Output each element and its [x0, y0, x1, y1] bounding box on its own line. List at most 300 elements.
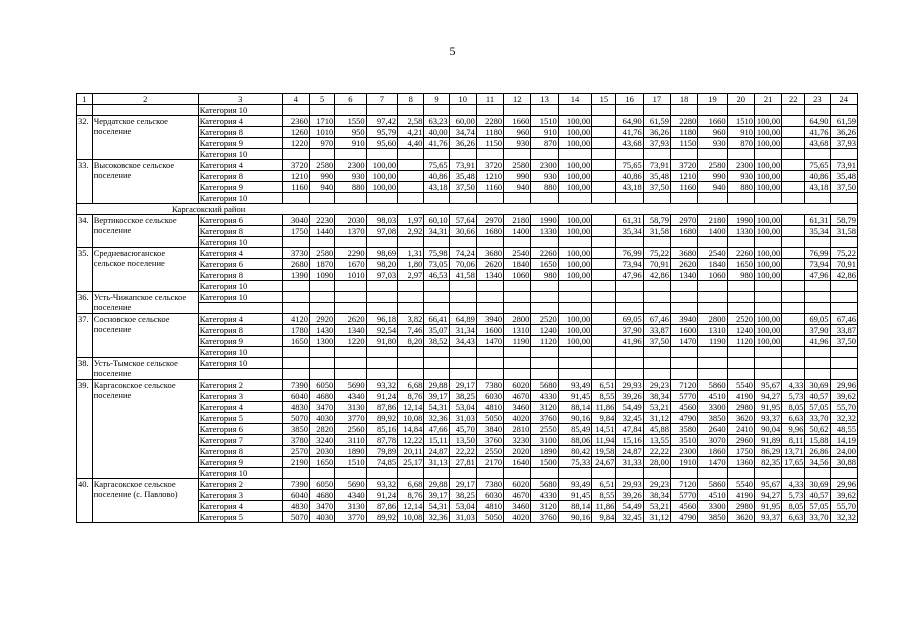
value-cell: [727, 347, 754, 358]
value-cell: 12,14: [398, 402, 424, 413]
value-cell: 1510: [531, 116, 558, 127]
value-cell: 7,46: [398, 325, 424, 336]
value-cell: 3770: [335, 512, 366, 523]
value-cell: [782, 314, 805, 325]
value-cell: 70,06: [449, 259, 476, 270]
value-cell: [727, 468, 754, 479]
value-cell: 1650: [310, 457, 335, 468]
value-cell: 31,03: [449, 413, 476, 424]
value-cell: 82,35: [754, 457, 781, 468]
value-cell: [504, 347, 531, 358]
value-cell: [830, 468, 858, 479]
value-cell: [335, 292, 366, 303]
value-cell: 3840: [476, 424, 503, 435]
value-cell: 40,57: [805, 391, 830, 402]
value-cell: [592, 281, 616, 292]
value-cell: 35,07: [424, 325, 449, 336]
value-cell: 100,00: [558, 182, 592, 193]
value-cell: 1310: [698, 325, 727, 336]
value-cell: [449, 149, 476, 160]
value-cell: 54,49: [616, 501, 643, 512]
value-cell: 5860: [698, 479, 727, 490]
table-row: [77, 248, 858, 259]
value-cell: [782, 237, 805, 248]
category-cell: Категория 5: [198, 512, 282, 523]
column-number-header: 11: [476, 94, 503, 105]
value-cell: 1310: [504, 325, 531, 336]
value-cell: 990: [698, 171, 727, 182]
value-cell: [782, 171, 805, 182]
value-cell: 75,65: [424, 160, 449, 171]
value-cell: 32,32: [830, 413, 858, 424]
value-cell: 1440: [310, 226, 335, 237]
value-cell: 930: [531, 171, 558, 182]
value-cell: 45,70: [449, 424, 476, 435]
value-cell: [592, 358, 616, 369]
value-cell: [398, 468, 424, 479]
value-cell: 880: [335, 182, 366, 193]
value-cell: 96,18: [366, 314, 397, 325]
value-cell: 8,05: [782, 402, 805, 413]
value-cell: 88,06: [558, 435, 592, 446]
value-cell: [449, 303, 476, 314]
column-number-row: [77, 94, 858, 105]
value-cell: 29,93: [616, 479, 643, 490]
category-cell: Категория 8: [198, 446, 282, 457]
value-cell: 5690: [335, 380, 366, 391]
value-cell: [558, 292, 592, 303]
value-cell: 31,12: [643, 413, 670, 424]
value-cell: 1090: [310, 270, 335, 281]
settlement-name: Чердатское сельское поселение: [92, 116, 198, 160]
value-cell: 33,87: [830, 325, 858, 336]
category-cell: Категория 2: [198, 479, 282, 490]
value-cell: 32,36: [424, 413, 449, 424]
value-cell: 6040: [282, 490, 309, 501]
value-cell: [366, 193, 397, 204]
value-cell: 1500: [531, 457, 558, 468]
value-cell: [592, 325, 616, 336]
value-cell: [592, 237, 616, 248]
value-cell: [310, 149, 335, 160]
value-cell: [592, 314, 616, 325]
value-cell: 2300: [727, 160, 754, 171]
row-number: 32.: [77, 116, 93, 160]
value-cell: 31,12: [643, 512, 670, 523]
value-cell: [335, 369, 366, 380]
category-cell: Категория 9: [198, 336, 282, 347]
value-cell: [643, 369, 670, 380]
value-cell: [476, 281, 503, 292]
value-cell: [643, 105, 670, 116]
value-cell: 100,00: [558, 325, 592, 336]
column-number-header: 19: [698, 94, 727, 105]
value-cell: 98,03: [366, 215, 397, 226]
value-cell: 34,56: [805, 457, 830, 468]
value-cell: [504, 468, 531, 479]
value-cell: [282, 292, 309, 303]
value-cell: 4810: [476, 402, 503, 413]
value-cell: [592, 160, 616, 171]
value-cell: 5070: [282, 413, 309, 424]
value-cell: [616, 237, 643, 248]
value-cell: [670, 358, 697, 369]
value-cell: 1550: [335, 116, 366, 127]
value-cell: [830, 281, 858, 292]
value-cell: 30,69: [805, 380, 830, 391]
value-cell: [670, 193, 697, 204]
value-cell: [643, 237, 670, 248]
value-cell: 100,00: [558, 336, 592, 347]
value-cell: 66,41: [424, 314, 449, 325]
value-cell: 1600: [476, 325, 503, 336]
value-cell: [282, 347, 309, 358]
value-cell: [782, 226, 805, 237]
value-cell: 53,04: [449, 402, 476, 413]
value-cell: [643, 292, 670, 303]
value-cell: [398, 171, 424, 182]
value-cell: 97,03: [366, 270, 397, 281]
value-cell: 93,37: [754, 512, 781, 523]
value-cell: 75,33: [558, 457, 592, 468]
value-cell: 1890: [335, 446, 366, 457]
value-cell: 3040: [282, 215, 309, 226]
value-cell: 30,88: [830, 457, 858, 468]
value-cell: 100,00: [754, 215, 781, 226]
value-cell: 1,31: [398, 248, 424, 259]
value-cell: 3760: [531, 512, 558, 523]
value-cell: 98,69: [366, 248, 397, 259]
value-cell: [476, 303, 503, 314]
value-cell: 100,00: [754, 171, 781, 182]
value-cell: 70,91: [830, 259, 858, 270]
value-cell: 57,05: [805, 501, 830, 512]
value-cell: 58,79: [643, 215, 670, 226]
column-number-header: 22: [782, 94, 805, 105]
value-cell: [698, 292, 727, 303]
value-cell: 4670: [504, 391, 531, 402]
value-cell: 6050: [310, 479, 335, 490]
value-cell: 15,16: [616, 435, 643, 446]
value-cell: 100,00: [558, 259, 592, 270]
value-cell: 29,88: [424, 479, 449, 490]
value-cell: 80,42: [558, 446, 592, 457]
value-cell: 3780: [282, 435, 309, 446]
value-cell: [282, 358, 309, 369]
value-cell: 2300: [335, 160, 366, 171]
category-cell: Категория 5: [198, 413, 282, 424]
value-cell: 54,31: [424, 402, 449, 413]
value-cell: 100,00: [558, 138, 592, 149]
value-cell: 73,91: [643, 160, 670, 171]
value-cell: 93,32: [366, 479, 397, 490]
value-cell: [531, 237, 558, 248]
value-cell: 940: [504, 182, 531, 193]
value-cell: [449, 281, 476, 292]
value-cell: 2980: [727, 402, 754, 413]
value-cell: 1510: [335, 457, 366, 468]
value-cell: [616, 193, 643, 204]
value-cell: [782, 281, 805, 292]
value-cell: [398, 347, 424, 358]
value-cell: [782, 325, 805, 336]
value-cell: [504, 303, 531, 314]
value-cell: [698, 149, 727, 160]
value-cell: 1300: [310, 336, 335, 347]
value-cell: 33,70: [805, 512, 830, 523]
value-cell: 43,18: [805, 182, 830, 193]
column-number-header: 10: [449, 94, 476, 105]
value-cell: 2620: [335, 314, 366, 325]
value-cell: [616, 347, 643, 358]
value-cell: 46,53: [424, 270, 449, 281]
value-cell: 100,00: [754, 270, 781, 281]
value-cell: 2960: [727, 435, 754, 446]
value-cell: [805, 193, 830, 204]
value-cell: [727, 237, 754, 248]
value-cell: [782, 336, 805, 347]
value-cell: [531, 292, 558, 303]
value-cell: 89,92: [366, 413, 397, 424]
value-cell: 1160: [476, 182, 503, 193]
value-cell: 29,23: [643, 380, 670, 391]
value-cell: 90,04: [754, 424, 781, 435]
value-cell: 86,29: [754, 446, 781, 457]
value-cell: 6,63: [782, 512, 805, 523]
value-cell: 8,20: [398, 336, 424, 347]
column-number-header: 16: [616, 94, 643, 105]
value-cell: [558, 303, 592, 314]
value-cell: 7120: [670, 380, 697, 391]
value-cell: 3100: [531, 435, 558, 446]
value-cell: 87,86: [366, 501, 397, 512]
value-cell: 73,91: [449, 160, 476, 171]
value-cell: [449, 292, 476, 303]
value-cell: 1010: [335, 270, 366, 281]
value-cell: [782, 248, 805, 259]
value-cell: 3940: [476, 314, 503, 325]
value-cell: 12,14: [398, 501, 424, 512]
value-cell: 2020: [504, 446, 531, 457]
value-cell: 1650: [282, 336, 309, 347]
value-cell: 1750: [282, 226, 309, 237]
value-cell: 75,65: [805, 160, 830, 171]
value-cell: 100,00: [754, 127, 781, 138]
value-cell: 32,45: [616, 413, 643, 424]
value-cell: [592, 116, 616, 127]
value-cell: 6030: [476, 391, 503, 402]
value-cell: 2360: [282, 116, 309, 127]
value-cell: 4,40: [398, 138, 424, 149]
value-cell: [754, 358, 781, 369]
value-cell: 47,66: [424, 424, 449, 435]
value-cell: 1640: [504, 457, 531, 468]
value-cell: [643, 149, 670, 160]
value-cell: 3130: [335, 501, 366, 512]
value-cell: [782, 358, 805, 369]
value-cell: [830, 149, 858, 160]
value-cell: 870: [727, 138, 754, 149]
value-cell: 3460: [504, 402, 531, 413]
value-cell: [398, 358, 424, 369]
value-cell: 60,00: [449, 116, 476, 127]
value-cell: [592, 149, 616, 160]
value-cell: 31,13: [424, 457, 449, 468]
value-cell: 5770: [670, 490, 697, 501]
value-cell: 1470: [698, 457, 727, 468]
value-cell: 930: [698, 138, 727, 149]
value-cell: 41,76: [616, 127, 643, 138]
value-cell: [754, 369, 781, 380]
value-cell: [476, 193, 503, 204]
settlement-name: Усть-Чижапское сельское поселение: [92, 292, 198, 314]
settlement-name: Каргасокское сельское поселение (с. Павлово): [92, 479, 198, 523]
value-cell: 4510: [698, 490, 727, 501]
value-cell: 1660: [698, 116, 727, 127]
value-cell: [449, 347, 476, 358]
value-cell: [805, 358, 830, 369]
value-cell: 29,96: [830, 380, 858, 391]
row-number: 39.: [77, 380, 93, 479]
value-cell: [592, 270, 616, 281]
value-cell: 37,93: [830, 138, 858, 149]
value-cell: [805, 369, 830, 380]
value-cell: 960: [698, 127, 727, 138]
value-cell: 39,26: [616, 490, 643, 501]
value-cell: 88,14: [558, 402, 592, 413]
value-cell: 37,90: [805, 325, 830, 336]
category-cell: Категория 8: [198, 127, 282, 138]
value-cell: [592, 127, 616, 138]
value-cell: [558, 237, 592, 248]
value-cell: 4560: [670, 501, 697, 512]
value-cell: 47,96: [805, 270, 830, 281]
value-cell: 2800: [698, 314, 727, 325]
value-cell: [830, 237, 858, 248]
value-cell: 35,34: [805, 226, 830, 237]
value-cell: [531, 303, 558, 314]
value-cell: [830, 358, 858, 369]
value-cell: 100,00: [754, 160, 781, 171]
value-cell: [805, 281, 830, 292]
column-number-header: 21: [754, 94, 781, 105]
column-number-header: 15: [592, 94, 616, 105]
category-cell: Категория 3: [198, 490, 282, 501]
row-number: [77, 105, 93, 116]
value-cell: 15,11: [424, 435, 449, 446]
value-cell: 1180: [670, 127, 697, 138]
value-cell: 4030: [310, 413, 335, 424]
value-cell: 910: [727, 127, 754, 138]
value-cell: 1330: [727, 226, 754, 237]
value-cell: 2280: [476, 116, 503, 127]
value-cell: 4190: [727, 490, 754, 501]
value-cell: [282, 237, 309, 248]
value-cell: [366, 281, 397, 292]
value-cell: [698, 281, 727, 292]
value-cell: 1120: [531, 336, 558, 347]
value-cell: 2300: [531, 160, 558, 171]
value-cell: 32,45: [616, 512, 643, 523]
value-cell: [782, 292, 805, 303]
value-cell: [670, 303, 697, 314]
value-cell: 31,58: [643, 226, 670, 237]
value-cell: 2680: [282, 259, 309, 270]
value-cell: 7120: [670, 479, 697, 490]
value-cell: 2180: [504, 215, 531, 226]
value-cell: 5,73: [782, 391, 805, 402]
value-cell: 11,86: [592, 501, 616, 512]
value-cell: 2520: [531, 314, 558, 325]
value-cell: [449, 468, 476, 479]
value-cell: 11,94: [592, 435, 616, 446]
value-cell: 35,48: [643, 171, 670, 182]
value-cell: 55,70: [830, 402, 858, 413]
value-cell: 42,86: [830, 270, 858, 281]
value-cell: [398, 105, 424, 116]
district-row: [77, 204, 858, 215]
value-cell: [670, 347, 697, 358]
category-cell: Категория 4: [198, 314, 282, 325]
value-cell: [424, 347, 449, 358]
value-cell: 980: [727, 270, 754, 281]
value-cell: 980: [531, 270, 558, 281]
table-row: [77, 358, 858, 369]
category-cell: Категория 4: [198, 402, 282, 413]
value-cell: 73,94: [805, 259, 830, 270]
value-cell: 6,51: [592, 479, 616, 490]
value-cell: 1430: [310, 325, 335, 336]
value-cell: 91,24: [366, 391, 397, 402]
value-cell: 61,31: [805, 215, 830, 226]
value-cell: [592, 138, 616, 149]
value-cell: 4830: [282, 501, 309, 512]
value-cell: [782, 193, 805, 204]
column-number-header: 9: [424, 94, 449, 105]
category-cell: Категория 10: [198, 358, 282, 369]
value-cell: 4330: [531, 490, 558, 501]
value-cell: [830, 292, 858, 303]
value-cell: [727, 193, 754, 204]
column-number-header: 23: [805, 94, 830, 105]
value-cell: 39,62: [830, 391, 858, 402]
value-cell: 2170: [476, 457, 503, 468]
value-cell: [670, 369, 697, 380]
value-cell: [592, 336, 616, 347]
value-cell: [698, 237, 727, 248]
value-cell: [592, 182, 616, 193]
value-cell: 6030: [476, 490, 503, 501]
value-cell: 36,26: [643, 127, 670, 138]
value-cell: 32,32: [830, 512, 858, 523]
value-cell: 3680: [476, 248, 503, 259]
value-cell: 100,00: [558, 171, 592, 182]
value-cell: [805, 105, 830, 116]
value-cell: [335, 193, 366, 204]
value-cell: [476, 358, 503, 369]
value-cell: 1340: [476, 270, 503, 281]
value-cell: 73,94: [616, 259, 643, 270]
value-cell: 2230: [310, 215, 335, 226]
value-cell: 63,23: [424, 116, 449, 127]
table-row: [77, 215, 858, 226]
category-cell: Категория 6: [198, 259, 282, 270]
value-cell: 3,82: [398, 314, 424, 325]
value-cell: 12,22: [398, 435, 424, 446]
value-cell: [782, 369, 805, 380]
value-cell: [504, 281, 531, 292]
value-cell: 1710: [310, 116, 335, 127]
